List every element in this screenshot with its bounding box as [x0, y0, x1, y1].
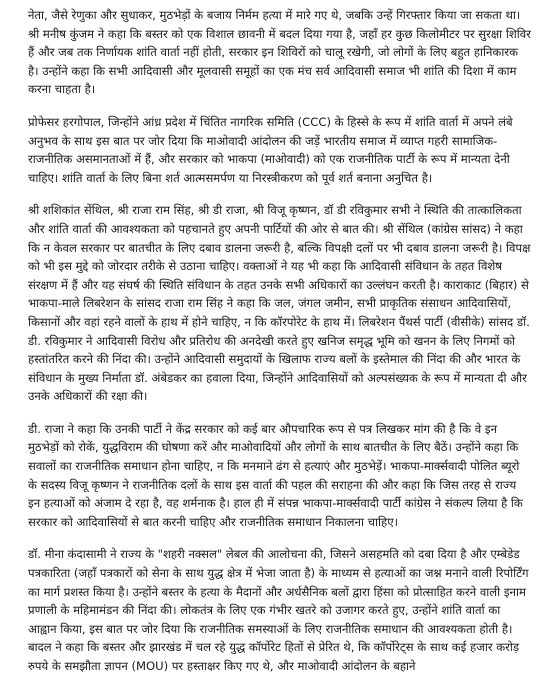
paragraph-3: श्री शशिकांत सेंथिल, श्री राजा राम सिंह, श्री डी राजा, श्री विजू कृष्णन, डॉ डी रविकुमार सभी ने स्थिति की तात्कालिकता और शांति वार्ता की आवश्यकता को पहचानते हुए अपनी पार्टियों की ओर से बात की। श्री सेंथिल (कांग्रेस सांसद) ने कहा कि न केवल सरकार पर बातचीत के लिए दबाव डालना जरूरी है, बल्कि विपक्षी दलों पर भी दबाव डालना जरूरी है। विपक्ष को भी इस मुद्दे को जोरदार तरीके से उठाना चाहिए। वक्ताओं ने यह भी कहा कि आदिवासी संविधान के तहत विशेष संरक्षण में हैं और यह संघर्ष की स्थिति संविधान के तहत उनके सभी अधिकारों का उल्लंघन करती है। काराकाट (बिहार) से भाकपा-माले लिबरेशन के सांसद राजा राम सिंह ने कहा कि जल, जंगल जमीन, सभी प्राकृतिक संसाधन आदिवासियों, किसानों और वहां रहने वालों के हाथ में होने चाहिए, न कि कॉरपोरेट के हाथ में। लिबरेशन पैंथर्स पार्टी (वीसीके) सांसद डॉ. डी. रविकुमार ने आदिवासी विरोध और प्रतिरोध की अनदेखी करते हुए खनिज समृद्ध भूमि को खनन के लिए निगमों को हस्तांतरित करने की निंदा की। उन्होंने आदिवासी समुदायों के खिलाफ राज्य बलों के इस्तेमाल की निंदा की और भारत के संविधान के मुख्य निर्माता डॉ. अंबेडकर का हवाला दिया, जिन्होंने आदिवासियों को अल्पसंख्यक के रूप में मान्यता दी और उनके अधिकारों की रक्षा की। [28, 203, 531, 404]
paragraph-5: डॉ. मीना कंदासामी ने राज्य के "शहरी नक्सल" लेबल की आलोचना की, जिसने असहमति को दबा दिया है और एम्बेडेड पत्रकारिता (जहाँ पत्रकारों को सेना के साथ युद्ध क्षेत्र में भेजा जाता है) के माध्यम से हत्याओं का जश्न मनाने वाली रिपोर्टिंग का मार्ग प्रशस्त किया है। उन्होंने बस्तर के हत्या के मैदानों और अर्धसैनिक बलों द्वारा हिंसा को प्रोत्साहित करने वाली इनाम प्रणाली के महिमामंडन की निंदा की। लोकतंत्र के लिए एक गंभीर खतरे को उजागर करते हुए, उन्होंने शांति वार्ता का आह्वान किया, इस बात पर जोर दिया कि राजनीतिक समस्याओं के लिए राजनीतिक समाधान की आवश्यकता होती है। बादल ने कहा कि बस्तर और झारखंड में चल रहे युद्ध कॉर्पोरेट हितों से प्रेरित थे, कि कॉर्पोरेट्स के साथ कई हजार करोड़ रुपये के समझौता ज्ञापन (MOU) पर हस्ताक्षर किए गए थे, और माओवादी आंदोलन के बहाने [28, 547, 529, 673]
paragraph-1: नेता, जैसे रेणुका और सुधाकर, मुठभेड़ों के बजाय निर्मम हत्या में मारे गए थे, जबकि उन्हें गिरफ्तार किया जा सकता था। श्री मनीष कुंजम ने कहा कि बस्तर को एक विशाल छावनी में बदल दिया गया है, जहाँ हर कुछ किलोमीटर पर सुरक्षा शिविर हैं और जब तक निर्णायक शांति वार्ता नहीं होती, सरकार इन शिविरों को चालू रखेगी, जो लोगों के लिए बहुत हानिकारक है। उन्होंने कहा कि सभी आदिवासी और मूलवासी समूहों का एक मंच सर्व आदिवासी समाज भी शांति की दिशा में काम करना चाहता है। [28, 8, 531, 97]
paragraph-2: प्रोफेसर हरगोपाल, जिन्होंने आंध्र प्रदेश में चिंतित नागरिक समिति (CCC) के हिस्से के रूप में शांति वार्ता में अपने लंबे अनुभव के साथ इस बात पर जोर दिया कि माओवादी आंदोलन की जड़ें भारतीय समाज में व्याप्त गहरी सामाजिक-राजनीतिक असमानताओं में हैं, और सरकार को भाकपा (माओवादी) को एक राजनीतिक पार्टी के रूप में मान्यता देनी चाहिए। शांति वार्ता के लिए बिना शर्त आत्मसमर्पण या निरस्त्रीकरण को पूर्व शर्त बनाना अनुचित है। [28, 114, 513, 185]
paragraph-4: डी. राजा ने कहा कि उनकी पार्टी ने केंद्र सरकार को कई बार औपचारिक रूप से पत्र लिखकर मांग की है कि वे इन मुठभेड़ों को रोकें, युद्धविराम की घोषणा करें और माओवादियों और लोगों के साथ बातचीत के लिए बैठें। उन्होंने कहा कि सवालों का राजनीतिक समाधान होना चाहिए, न कि मनमाने ढंग से हत्याएं और मुठभेड़ें। भाकपा-मार्क्सवादी पोलित ब्यूरो के सदस्य विजू कृष्णन ने राजनीतिक दलों के साथ इस वार्ता की पहल की सराहना की और कहा कि जिस तरह से राज्य इन हत्याओं को अंजाम दे रहा है, वह शर्मनाक है। हाल ही में संपन्न भाकपा-मार्क्सवादी पार्टी कांग्रेस ने संकल्प लिया है कि सरकार को आदिवासियों से बात करनी चाहिए और राजनीतिक समाधान निकालना चाहिए। [28, 421, 523, 529]
document-body [28, 6, 531, 676]
